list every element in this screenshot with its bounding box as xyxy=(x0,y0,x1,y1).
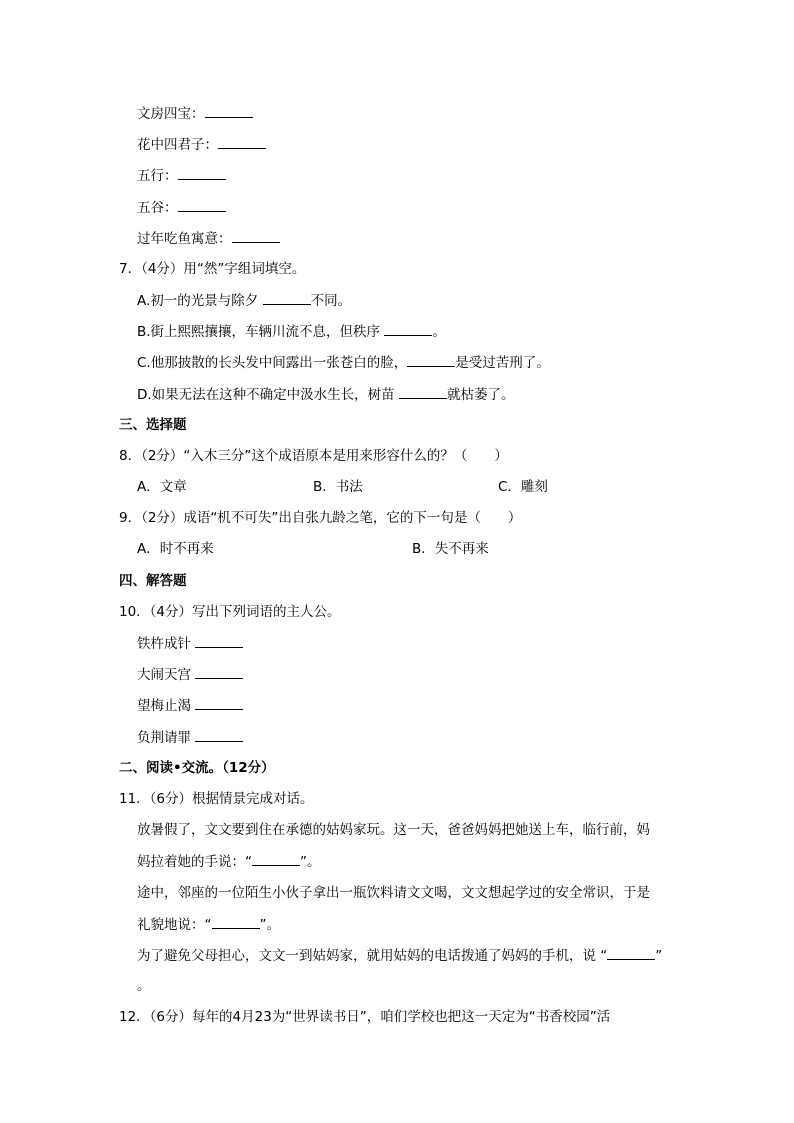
q11-paragraph-line: 为了避免父母担心，文文一到姑妈家，就用姑妈的电话拨通了妈妈的手机，说 “ ” xyxy=(137,948,663,964)
answer-blank[interactable] xyxy=(399,385,447,399)
q10-title: 10．（4分）写出下列词语的主人公。 xyxy=(119,604,341,620)
q7-option-c: C.他那披散的长头发中间露出一张苍白的脸， 是受过苦刑了。 xyxy=(137,355,550,371)
q11-paragraph-line: 放暑假了，文文要到住在承德的姑妈家玩。这一天，爸爸妈妈把她送上车，临行前，妈 xyxy=(137,822,650,838)
q11-title: 11．（6分）根据情景完成对话。 xyxy=(119,791,314,807)
q6-item: 花中四君子： xyxy=(137,135,266,154)
q7-option-d: D.如果无法在这种不确定中汲水生长，树苗 就枯萎了。 xyxy=(137,387,515,403)
q10-item: 铁杵成针 xyxy=(137,634,243,653)
answer-blank[interactable] xyxy=(205,104,253,118)
section-heading-4: 四、解答题 xyxy=(119,573,187,589)
answer-blank[interactable] xyxy=(252,852,300,866)
section-heading-2: 二、阅读•交流。（12分） xyxy=(119,760,275,776)
q10-item: 望梅止渴 xyxy=(137,696,243,715)
q10-item: 大闹天宫 xyxy=(137,665,243,684)
answer-blank[interactable] xyxy=(178,166,226,180)
answer-blank[interactable] xyxy=(263,291,311,305)
answer-blank[interactable] xyxy=(607,946,655,960)
q6-item: 五行： xyxy=(137,166,226,185)
q6-item: 文房四宝： xyxy=(137,104,253,123)
answer-blank[interactable] xyxy=(195,665,243,679)
q8-title: 8．（2分）“入木三分”这个成语原本是用来形容什么的？（ ） xyxy=(119,448,508,464)
answer-blank[interactable] xyxy=(178,198,226,212)
q9-option-b[interactable]: B．失不再来 xyxy=(412,541,489,557)
q9-title: 9．（2分）成语“机不可失”出自张九龄之笔，它的下一句是（ ） xyxy=(119,510,522,526)
section-heading-3: 三、选择题 xyxy=(119,417,187,433)
q7-option-b: B.街上熙熙攘攘，车辆川流不息，但秩序 。 xyxy=(137,324,446,340)
q11-paragraph-line: 途中，邻座的一位陌生小伙子拿出一瓶饮料请文文喝，文文想起学过的安全常识，于是 xyxy=(137,885,650,901)
answer-blank[interactable] xyxy=(384,322,432,336)
q8-option-b[interactable]: B．书法 xyxy=(313,479,363,495)
q11-paragraph-line: 礼貌地说：“ ”。 xyxy=(137,917,280,933)
answer-blank[interactable] xyxy=(232,229,280,243)
q6-item: 过年吃鱼寓意： xyxy=(137,229,280,248)
q12-title: 12．（6分）每年的4月23为“世界读书日”，咱们学校也把这一天定为“书香校园”活 xyxy=(119,1009,611,1025)
q11-paragraph-line: 妈拉着她的手说：“ ”。 xyxy=(137,854,321,870)
q8-option-c[interactable]: C．雕刻 xyxy=(498,479,548,495)
q11-paragraph-line: 。 xyxy=(137,978,151,994)
answer-blank[interactable] xyxy=(407,353,455,367)
answer-blank[interactable] xyxy=(212,915,260,929)
answer-blank[interactable] xyxy=(218,135,266,149)
q8-option-a[interactable]: A．文章 xyxy=(137,479,187,495)
answer-blank[interactable] xyxy=(195,634,243,648)
answer-blank[interactable] xyxy=(195,696,243,710)
q7-title: 7．（4分）用“然”字组词填空。 xyxy=(119,261,306,277)
q7-option-a: A.初一的光景与除夕 不同。 xyxy=(137,293,352,309)
q9-option-a[interactable]: A．时不再来 xyxy=(137,541,214,557)
q10-item: 负荆请罪 xyxy=(137,728,243,747)
q6-item: 五谷： xyxy=(137,198,226,217)
answer-blank[interactable] xyxy=(195,728,243,742)
